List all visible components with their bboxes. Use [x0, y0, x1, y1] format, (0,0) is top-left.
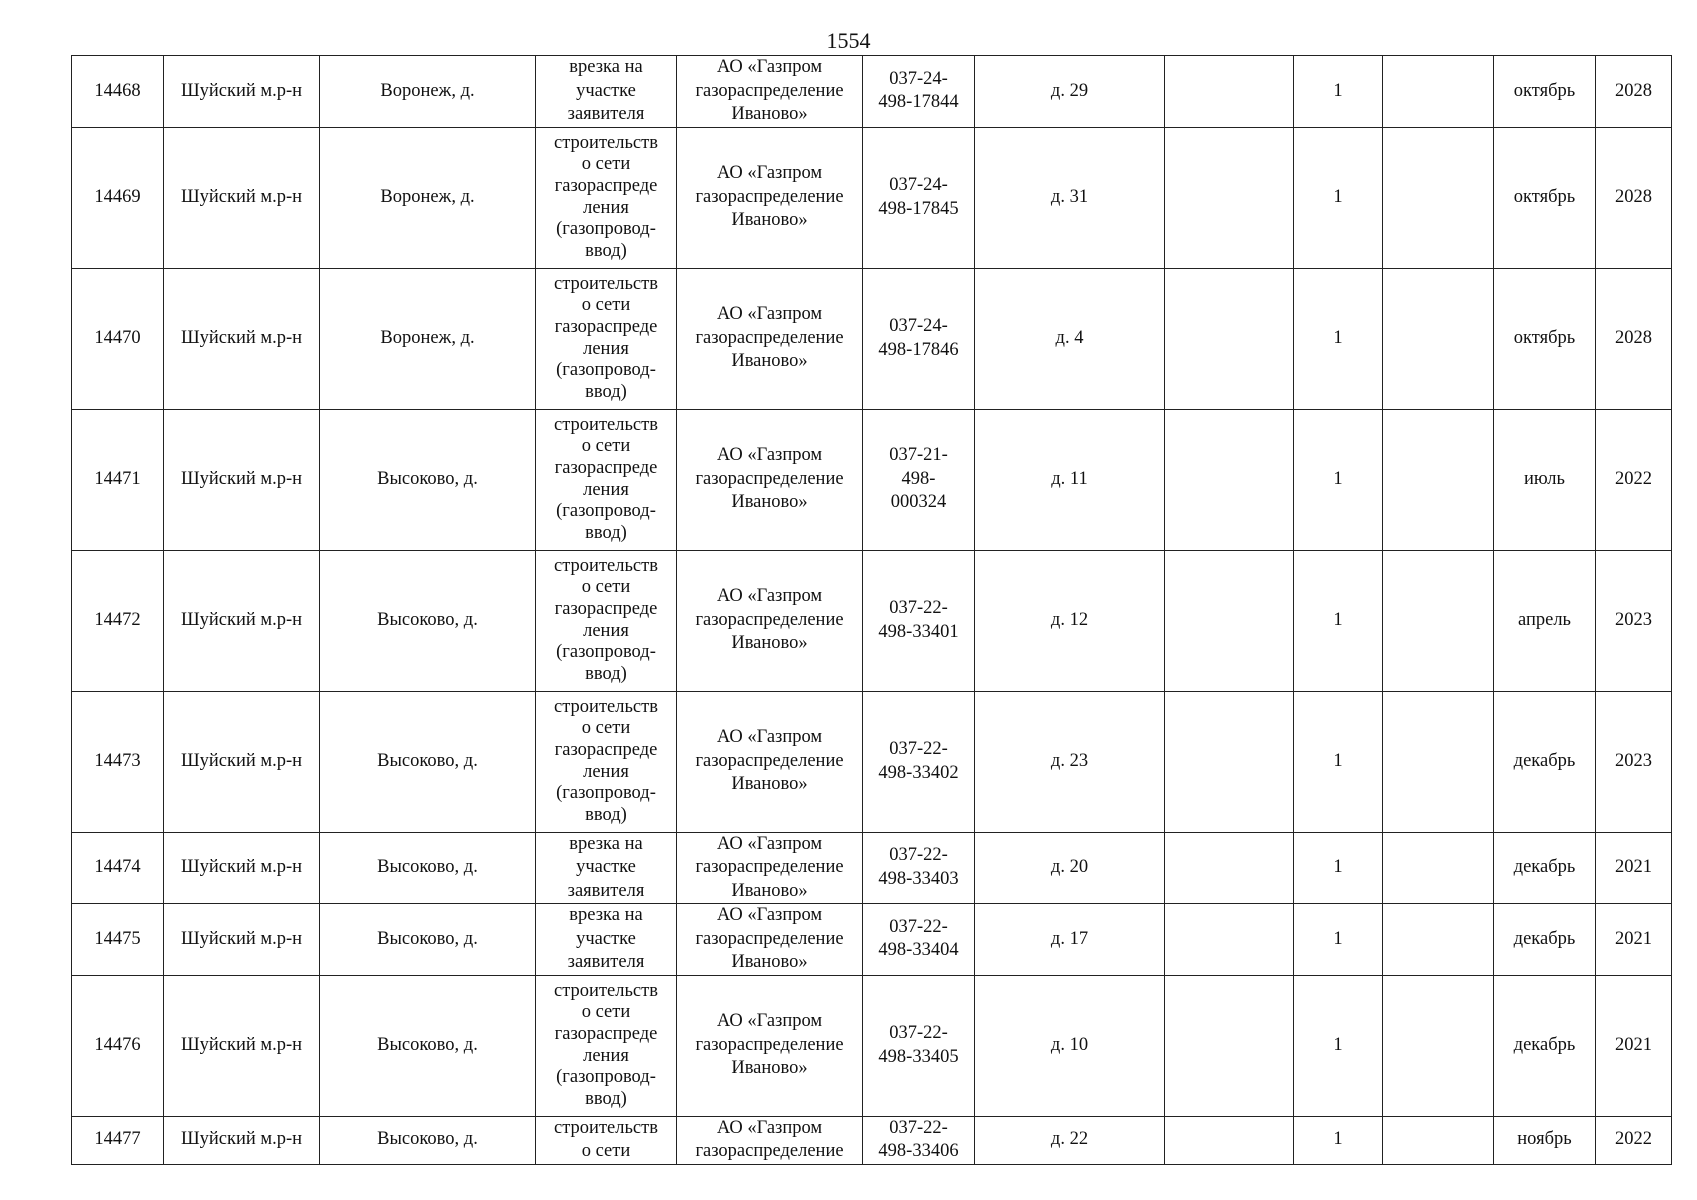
cell-work-type	[536, 550, 677, 691]
cell-locality: Высоково, д.	[320, 904, 536, 976]
cell-year: 2023	[1596, 691, 1672, 832]
cell-number: 14468	[72, 56, 164, 128]
cell-empty-1	[1165, 904, 1294, 976]
cell-quantity: 1	[1294, 56, 1383, 128]
cell-work-type-line: о сети	[581, 1002, 631, 1023]
cell-house: д. 22	[975, 1116, 1165, 1164]
cell-month: апрель	[1494, 550, 1596, 691]
cell-empty-2	[1383, 268, 1494, 409]
cell-work-type	[536, 127, 677, 268]
cell-empty-2	[1383, 409, 1494, 550]
cell-organization	[677, 409, 863, 550]
cell-code	[863, 975, 975, 1116]
cell-district: Шуйский м.р-н	[164, 127, 320, 268]
cell-empty-2	[1383, 127, 1494, 268]
cell-work-type-line: ввод)	[585, 381, 627, 402]
cell-empty-1	[1165, 550, 1294, 691]
cell-code	[863, 1116, 975, 1164]
cell-number: 14475	[72, 904, 164, 976]
cell-code-line: 037-24-	[889, 316, 948, 336]
cell-month: ноябрь	[1494, 1116, 1596, 1164]
cell-quantity: 1	[1294, 127, 1383, 268]
table-row	[72, 691, 1672, 832]
page-number: 1554	[826, 28, 871, 53]
cell-work-type-line: участке	[576, 857, 636, 877]
cell-work-type-line: ления	[583, 197, 629, 218]
cell-district: Шуйский м.р-н	[164, 409, 320, 550]
cell-work-type-line: ввод)	[585, 522, 627, 543]
cell-work-type-line: ввод)	[585, 240, 627, 261]
cell-organization-line: АО «Газпром	[716, 833, 823, 854]
cell-month: октябрь	[1494, 56, 1596, 128]
cell-empty-2	[1383, 832, 1494, 904]
cell-work-type-line: (газопровод-	[556, 360, 656, 381]
cell-organization-line: Иваново»	[731, 210, 808, 231]
cell-work-type-line: ления	[583, 479, 629, 500]
cell-organization-line: АО «Газпром	[716, 304, 823, 325]
cell-code-line: 000324	[890, 492, 947, 513]
cell-work-type-line: газораспреде	[554, 457, 658, 478]
cell-code-line: 498-33403	[878, 868, 959, 889]
cell-empty-2	[1383, 550, 1494, 691]
cell-district: Шуйский м.р-н	[164, 268, 320, 409]
cell-code	[863, 127, 975, 268]
cell-quantity: 1	[1294, 1116, 1383, 1164]
cell-number: 14471	[72, 409, 164, 550]
table-row	[72, 1116, 1672, 1164]
cell-code-line: 498-33401	[878, 621, 959, 642]
cell-organization-line: газораспределение	[695, 327, 844, 348]
cell-empty-1	[1165, 56, 1294, 128]
cell-district: Шуйский м.р-н	[164, 975, 320, 1116]
cell-quantity: 1	[1294, 691, 1383, 832]
cell-organization-line: АО «Газпром	[716, 163, 823, 184]
cell-work-type-line: строительств	[554, 980, 658, 1001]
cell-organization	[677, 550, 863, 691]
cell-month: июль	[1494, 409, 1596, 550]
cell-month: декабрь	[1494, 832, 1596, 904]
cell-code	[863, 691, 975, 832]
cell-organization-line: Иваново»	[731, 880, 808, 901]
cell-organization-line: Иваново»	[731, 633, 808, 654]
cell-quantity: 1	[1294, 409, 1383, 550]
table-row	[72, 904, 1672, 976]
cell-month: октябрь	[1494, 268, 1596, 409]
cell-organization-line: АО «Газпром	[716, 445, 823, 466]
table-row	[72, 832, 1672, 904]
cell-work-type-line: строительств	[554, 1117, 658, 1138]
cell-empty-1	[1165, 1116, 1294, 1164]
cell-code-line: 037-22-	[889, 916, 948, 937]
cell-empty-2	[1383, 975, 1494, 1116]
cell-work-type-line: врезка на	[569, 833, 643, 854]
cell-work-type	[536, 904, 677, 976]
cell-organization-line: АО «Газпром	[716, 1117, 823, 1138]
cell-district: Шуйский м.р-н	[164, 832, 320, 904]
cell-number: 14476	[72, 975, 164, 1116]
cell-number: 14473	[72, 691, 164, 832]
cell-district: Шуйский м.р-н	[164, 550, 320, 691]
cell-work-type-line: о сети	[581, 295, 631, 316]
cell-house: д. 4	[975, 268, 1165, 409]
cell-work-type-line: ления	[583, 761, 629, 782]
cell-code-line: 498-17846	[878, 339, 959, 360]
table-body	[72, 56, 1672, 1165]
cell-code-line: 037-21-	[889, 445, 948, 466]
cell-work-type-line: о сети	[581, 436, 631, 457]
cell-work-type-line: газораспреде	[554, 598, 658, 619]
cell-work-type-line: врезка на	[569, 57, 643, 77]
cell-year: 2023	[1596, 550, 1672, 691]
cell-work-type-line: врезка на	[569, 905, 643, 925]
cell-empty-1	[1165, 832, 1294, 904]
cell-code	[863, 904, 975, 976]
cell-locality: Высоково, д.	[320, 409, 536, 550]
cell-district: Шуйский м.р-н	[164, 56, 320, 128]
cell-code	[863, 56, 975, 128]
cell-work-type-line: участке	[576, 80, 636, 101]
cell-code	[863, 268, 975, 409]
cell-work-type-line: о сети	[581, 718, 631, 739]
cell-organization-line: газораспределение	[695, 1141, 844, 1161]
cell-empty-1	[1165, 268, 1294, 409]
cell-work-type-line: (газопровод-	[556, 219, 656, 240]
cell-work-type-line: (газопровод-	[556, 501, 656, 522]
cell-organization	[677, 56, 863, 128]
cell-work-type-line: газораспреде	[554, 316, 658, 337]
cell-code-line: 498-33402	[878, 762, 959, 783]
cell-number: 14469	[72, 127, 164, 268]
cell-work-type-line: газораспреде	[554, 1023, 658, 1044]
cell-code-line: 037-22-	[889, 739, 948, 759]
cell-number: 14474	[72, 832, 164, 904]
cell-quantity: 1	[1294, 975, 1383, 1116]
table-row	[72, 56, 1672, 128]
cell-organization	[677, 127, 863, 268]
cell-locality: Воронеж, д.	[320, 268, 536, 409]
cell-work-type-line: строительств	[554, 132, 658, 153]
cell-code	[863, 409, 975, 550]
cell-code	[863, 550, 975, 691]
cell-organization	[677, 1116, 863, 1164]
cell-work-type-line: (газопровод-	[556, 1067, 656, 1088]
cell-empty-1	[1165, 975, 1294, 1116]
cell-code-line: 037-22-	[889, 845, 948, 866]
cell-month: декабрь	[1494, 691, 1596, 832]
cell-organization-line: газораспределение	[695, 468, 844, 489]
cell-organization-line: газораспределение	[695, 609, 844, 630]
cell-code-line: 498-33404	[878, 940, 959, 961]
cell-empty-1	[1165, 409, 1294, 550]
cell-organization-line: Иваново»	[731, 351, 808, 372]
cell-work-type-line: строительств	[554, 273, 658, 294]
cell-empty-2	[1383, 56, 1494, 128]
table-row	[72, 127, 1672, 268]
cell-locality: Высоково, д.	[320, 1116, 536, 1164]
cell-code-line: 037-22-	[889, 598, 948, 618]
cell-organization-line: газораспределение	[695, 857, 844, 877]
cell-house: д. 12	[975, 550, 1165, 691]
cell-organization	[677, 975, 863, 1116]
cell-organization-line: Иваново»	[731, 1058, 808, 1079]
cell-organization-line: газораспределение	[695, 80, 844, 101]
cell-empty-1	[1165, 691, 1294, 832]
cell-work-type-line: (газопровод-	[556, 642, 656, 663]
cell-organization	[677, 691, 863, 832]
cell-house: д. 11	[975, 409, 1165, 550]
cell-work-type-line: строительств	[554, 696, 658, 717]
cell-year: 2028	[1596, 127, 1672, 268]
cell-work-type	[536, 56, 677, 128]
cell-work-type-line: заявителя	[567, 104, 645, 124]
cell-code-line: 037-24-	[889, 68, 948, 89]
cell-quantity: 1	[1294, 904, 1383, 976]
cell-work-type-line: ввод)	[585, 1088, 627, 1109]
cell-organization-line: газораспределение	[695, 186, 844, 207]
cell-work-type-line: о сети	[581, 1141, 631, 1161]
cell-organization-line: Иваново»	[731, 104, 808, 124]
cell-organization-line: Иваново»	[731, 774, 808, 795]
cell-locality: Высоково, д.	[320, 832, 536, 904]
cell-work-type-line: участке	[576, 928, 636, 949]
cell-code-line: 498-33405	[878, 1046, 959, 1067]
cell-quantity: 1	[1294, 550, 1383, 691]
cell-code-line: 498-	[901, 468, 936, 489]
cell-year: 2022	[1596, 409, 1672, 550]
register-table	[71, 55, 1672, 1165]
cell-organization	[677, 268, 863, 409]
table-row	[72, 268, 1672, 409]
cell-locality: Высоково, д.	[320, 975, 536, 1116]
cell-house: д. 23	[975, 691, 1165, 832]
cell-quantity: 1	[1294, 268, 1383, 409]
cell-locality: Высоково, д.	[320, 691, 536, 832]
cell-year: 2021	[1596, 832, 1672, 904]
cell-organization	[677, 832, 863, 904]
cell-work-type-line: о сети	[581, 577, 631, 598]
cell-year: 2028	[1596, 56, 1672, 128]
cell-year: 2021	[1596, 975, 1672, 1116]
cell-locality: Воронеж, д.	[320, 56, 536, 128]
cell-code-line: 498-33406	[878, 1141, 959, 1161]
cell-empty-2	[1383, 1116, 1494, 1164]
cell-house: д. 29	[975, 56, 1165, 128]
cell-number: 14477	[72, 1116, 164, 1164]
cell-work-type-line: ввод)	[585, 663, 627, 684]
cell-month: октябрь	[1494, 127, 1596, 268]
cell-organization-line: Иваново»	[731, 952, 808, 972]
cell-quantity: 1	[1294, 832, 1383, 904]
cell-code-line: 037-22-	[889, 1117, 948, 1138]
cell-work-type-line: заявителя	[567, 952, 645, 972]
cell-organization-line: АО «Газпром	[716, 905, 823, 925]
cell-locality: Высоково, д.	[320, 550, 536, 691]
cell-code-line: 037-22-	[889, 1023, 948, 1043]
cell-number: 14470	[72, 268, 164, 409]
cell-year: 2021	[1596, 904, 1672, 976]
cell-organization-line: газораспределение	[695, 928, 844, 949]
cell-empty-1	[1165, 127, 1294, 268]
cell-district: Шуйский м.р-н	[164, 691, 320, 832]
cell-organization-line: АО «Газпром	[716, 1011, 823, 1032]
cell-organization-line: АО «Газпром	[716, 586, 823, 607]
cell-code-line: 037-24-	[889, 175, 948, 195]
cell-work-type-line: ления	[583, 338, 629, 359]
cell-work-type-line: о сети	[581, 154, 631, 175]
cell-work-type	[536, 691, 677, 832]
cell-work-type-line: строительств	[554, 414, 658, 435]
cell-work-type	[536, 1116, 677, 1164]
cell-district: Шуйский м.р-н	[164, 904, 320, 976]
cell-organization	[677, 904, 863, 976]
cell-district: Шуйский м.р-н	[164, 1116, 320, 1164]
cell-code	[863, 832, 975, 904]
cell-month: декабрь	[1494, 975, 1596, 1116]
cell-house: д. 20	[975, 832, 1165, 904]
cell-year: 2028	[1596, 268, 1672, 409]
cell-organization-line: газораспределение	[695, 750, 844, 771]
cell-empty-2	[1383, 904, 1494, 976]
cell-work-type	[536, 268, 677, 409]
table-row	[72, 975, 1672, 1116]
cell-code-line: 498-17844	[878, 92, 959, 113]
cell-work-type	[536, 832, 677, 904]
cell-month: декабрь	[1494, 904, 1596, 976]
cell-work-type-line: ления	[583, 620, 629, 641]
cell-work-type	[536, 409, 677, 550]
cell-work-type-line: (газопровод-	[556, 783, 656, 804]
cell-work-type-line: заявителя	[567, 880, 645, 901]
cell-work-type	[536, 975, 677, 1116]
cell-number: 14472	[72, 550, 164, 691]
cell-house: д. 31	[975, 127, 1165, 268]
cell-work-type-line: газораспреде	[554, 739, 658, 760]
cell-work-type-line: ввод)	[585, 804, 627, 825]
cell-organization-line: газораспределение	[695, 1034, 844, 1055]
cell-empty-2	[1383, 691, 1494, 832]
table-row	[72, 550, 1672, 691]
table-row	[72, 409, 1672, 550]
cell-work-type-line: газораспреде	[554, 175, 658, 196]
cell-year: 2022	[1596, 1116, 1672, 1164]
cell-house: д. 10	[975, 975, 1165, 1116]
cell-locality: Воронеж, д.	[320, 127, 536, 268]
cell-organization-line: Иваново»	[731, 492, 808, 513]
cell-house: д. 17	[975, 904, 1165, 976]
cell-organization-line: АО «Газпром	[716, 57, 823, 77]
cell-work-type-line: ления	[583, 1045, 629, 1066]
cell-code-line: 498-17845	[878, 198, 959, 219]
cell-organization-line: АО «Газпром	[716, 727, 823, 748]
cell-work-type-line: строительств	[554, 555, 658, 576]
